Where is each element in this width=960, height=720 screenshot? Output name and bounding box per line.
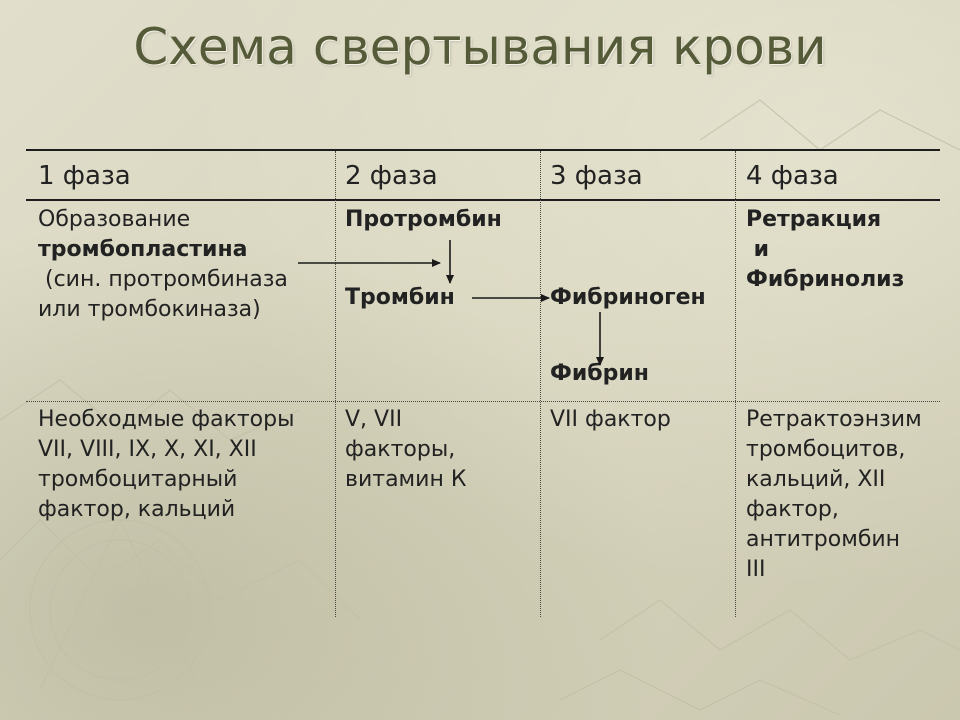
thrombin-label: Тромбин xyxy=(345,285,455,310)
phase-1-factors xyxy=(38,405,294,525)
phase-2-factors-line-3: витамин К xyxy=(345,467,467,492)
phase-1-factors-line-3: тромбоцитарный xyxy=(38,467,238,492)
fibrin-label: Фибрин xyxy=(550,361,649,386)
phase-1-line-1: Образование xyxy=(38,207,191,232)
phase-4-factors-line-2: тромбоцитов, xyxy=(746,437,906,462)
retraction-label: Ретракция xyxy=(746,207,882,232)
phase-1-factors-line-2: VII, VIII, IX, X, XI, XII xyxy=(38,437,257,462)
phase-4-description xyxy=(746,205,904,295)
fibrinolysis-label: Фибринолиз xyxy=(746,267,905,292)
phase-1-line-3: (син. протромбиназа xyxy=(38,267,288,292)
phase-2-factors-line-1: V, VII xyxy=(345,407,403,432)
column-divider-1 xyxy=(335,151,336,617)
phase-4-factors-line-3: кальций, XII xyxy=(746,467,886,492)
header-phase-2: 2 фаза xyxy=(345,161,438,191)
fibrinogen-label: Фибриноген xyxy=(550,285,706,310)
column-divider-2 xyxy=(540,151,541,617)
phase-4-factors xyxy=(746,405,922,585)
phase-2-factors-line-2: факторы, xyxy=(345,437,456,462)
phase-4-factors-line-1: Ретрактоэнзим xyxy=(746,407,922,432)
phase-3-factors-line-1: VII фактор xyxy=(550,407,671,432)
phase-1-line-4: или тромбокиназа) xyxy=(38,297,261,322)
and-label: и xyxy=(746,237,770,262)
phase-4-factors-line-5: антитромбин xyxy=(746,527,901,552)
phase-1-line-2: тромбопластина xyxy=(38,237,248,262)
phase-4-factors-line-6: III xyxy=(746,557,766,582)
phase-4-factors-line-4: фактор, xyxy=(746,497,839,522)
header-bottom-rule xyxy=(26,199,940,201)
phase-1-factors-line-1: Необходмые факторы xyxy=(38,407,295,432)
prothrombin-label: Протромбин xyxy=(345,207,502,232)
column-divider-3 xyxy=(735,151,736,617)
phase-1-factors-line-4: фактор, кальций xyxy=(38,497,236,522)
row-divider xyxy=(26,401,940,402)
page-title: Схема свертывания крови xyxy=(133,18,827,76)
table-top-rule xyxy=(26,149,940,151)
header-phase-1: 1 фаза xyxy=(38,161,131,191)
header-phase-3: 3 фаза xyxy=(550,161,643,191)
coagulation-table xyxy=(26,149,940,619)
phase-1-description xyxy=(38,205,288,325)
phase-3-factors xyxy=(550,405,671,435)
header-phase-4: 4 фаза xyxy=(746,161,839,191)
phase-2-factors xyxy=(345,405,466,495)
